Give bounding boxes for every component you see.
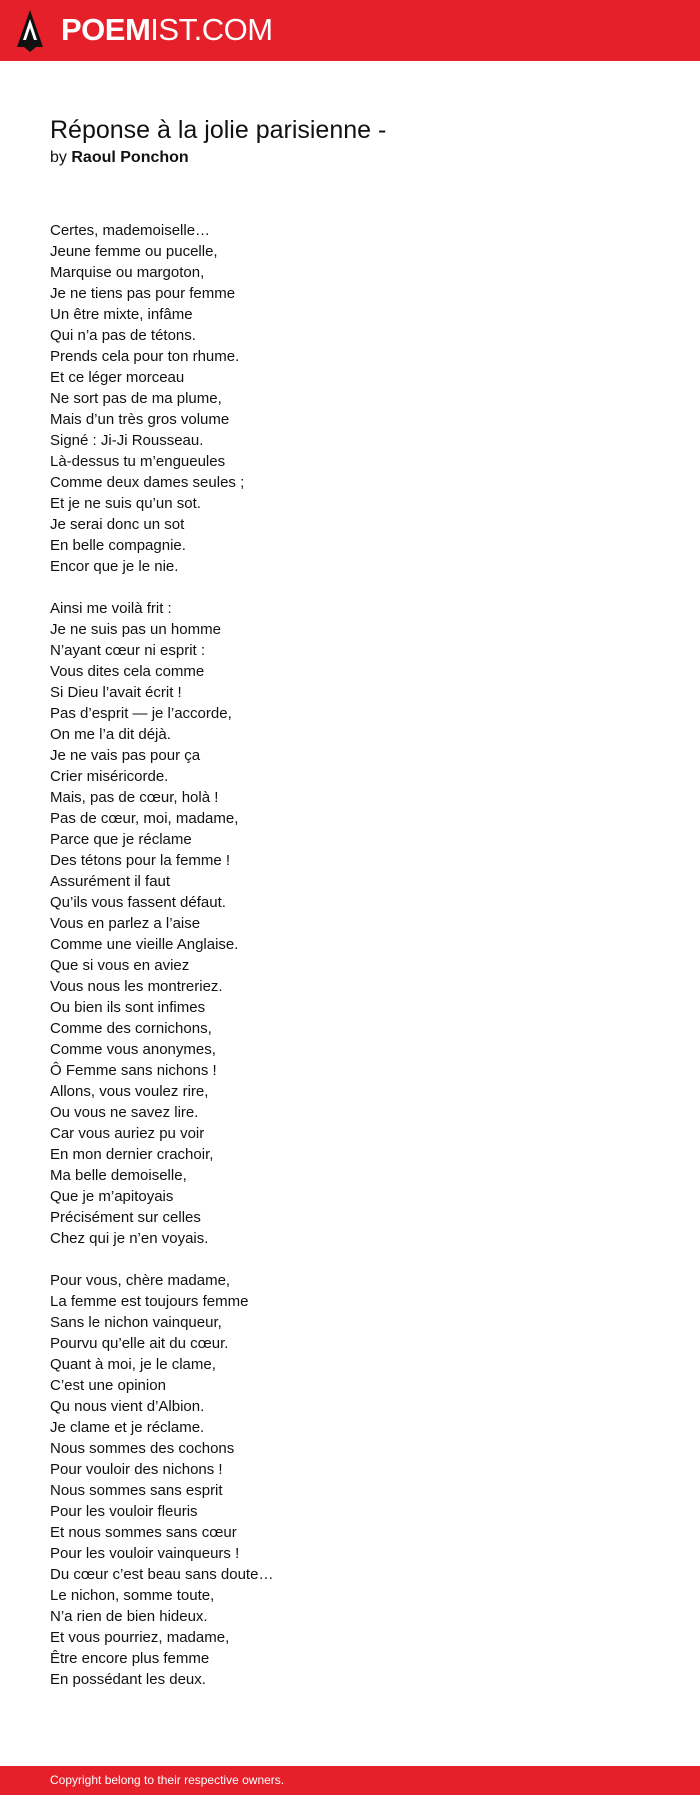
poem-line: Je serai donc un sot: [50, 516, 185, 533]
poem-line: La femme est toujours femme: [50, 1293, 249, 1310]
poem-line: Ô Femme sans nichons !: [50, 1062, 217, 1079]
poem-line: Mais, pas de cœur, holà !: [50, 789, 219, 806]
poem-title: Réponse à la jolie parisienne -: [50, 116, 387, 144]
poem-line: Ne sort pas de ma plume,: [50, 390, 222, 407]
poem-author: Raoul Ponchon: [71, 149, 189, 166]
poem-line: Et ce léger morceau: [50, 369, 185, 386]
poem-line: Nous sommes sans esprit: [50, 1482, 223, 1499]
poem-line: En mon dernier crachoir,: [50, 1146, 214, 1163]
poem-line: Prends cela pour ton rhume.: [50, 348, 240, 365]
site-footer: [0, 1766, 700, 1795]
pencil-logo-icon[interactable]: [17, 10, 43, 52]
by-label: by: [50, 149, 67, 166]
poem-line: Si Dieu l’avait écrit !: [50, 684, 182, 701]
poem-line: Vous en parlez a l’aise: [50, 915, 201, 932]
poem-line: Marquise ou margoton,: [50, 264, 205, 281]
poem-line: Car vous auriez pu voir: [50, 1125, 205, 1142]
poem-line: Mais d’un très gros volume: [50, 411, 230, 428]
poem-line: Certes, mademoiselle…: [50, 222, 211, 239]
poem-line: Vous nous les montreriez.: [50, 978, 223, 995]
poem-line: Pour les vouloir vainqueurs !: [50, 1545, 240, 1562]
poem-line: En possédant les deux.: [50, 1671, 206, 1688]
poem-line: Ou bien ils sont infimes: [50, 999, 206, 1016]
poem-body: [50, 220, 650, 1690]
site-header: [0, 0, 700, 61]
poem-content: [50, 113, 650, 1711]
poem-line: Je clame et je réclame.: [50, 1419, 205, 1436]
poem-line: Sans le nichon vainqueur,: [50, 1314, 222, 1331]
poem-line: Et vous pourriez, madame,: [50, 1629, 230, 1646]
poem-line: N’ayant cœur ni esprit :: [50, 642, 206, 659]
poem-line: Que si vous en aviez: [50, 957, 190, 974]
poem-line: Ou vous ne savez lire.: [50, 1104, 199, 1121]
poem-line: Nous sommes des cochons: [50, 1440, 235, 1457]
poem-line: Et je ne suis qu’un sot.: [50, 495, 201, 512]
poem-line: Le nichon, somme toute,: [50, 1587, 215, 1604]
poem-stanza: [50, 220, 650, 577]
poem-line: Pour les vouloir fleuris: [50, 1503, 198, 1520]
poem-stanza: [50, 598, 650, 1249]
poem-line: Parce que je réclame: [50, 831, 192, 848]
poem-line: Jeune femme ou pucelle,: [50, 243, 218, 260]
poem-line: Être encore plus femme: [50, 1650, 210, 1667]
poem-line: On me l’a dit déjà.: [50, 726, 171, 743]
poem-line: Comme des cornichons,: [50, 1020, 212, 1037]
poem-line: Pour vous, chère madame,: [50, 1272, 231, 1289]
poem-line: Je ne tiens pas pour femme: [50, 285, 236, 302]
poem-line: Crier miséricorde.: [50, 768, 169, 785]
poem-line: Pour vouloir des nichons !: [50, 1461, 223, 1478]
logo-light-text: IST.COM: [150, 12, 273, 47]
poem-stanza: [50, 1270, 650, 1690]
poem-line: Pas d’esprit — je l’accorde,: [50, 705, 232, 722]
poem-line: Que je m’apitoyais: [50, 1188, 174, 1205]
site-logo-text[interactable]: [61, 11, 273, 49]
poem-line: Comme une vieille Anglaise.: [50, 936, 239, 953]
poem-line: Qu nous vient d’Albion.: [50, 1398, 205, 1415]
poem-line: C’est une opinion: [50, 1377, 166, 1394]
poem-line: N’a rien de bien hideux.: [50, 1608, 208, 1625]
poem-line: Chez qui je n’en voyais.: [50, 1230, 209, 1247]
poem-line: Du cœur c’est beau sans doute…: [50, 1566, 274, 1583]
poem-line: Comme vous anonymes,: [50, 1041, 216, 1058]
poem-line: Des tétons pour la femme !: [50, 852, 231, 869]
poem-line: Un être mixte, infâme: [50, 306, 193, 323]
poem-line: En belle compagnie.: [50, 537, 186, 554]
poem-line: Qu’ils vous fassent défaut.: [50, 894, 226, 911]
poem-line: Là-dessus tu m’engueules: [50, 453, 226, 470]
poem-line: Ainsi me voilà frit :: [50, 600, 172, 617]
poem-line: Précisément sur celles: [50, 1209, 201, 1226]
copyright-text: Copyright belong to their respective owners.: [50, 1773, 285, 1787]
poem-line: Et nous sommes sans cœur: [50, 1524, 237, 1541]
poem-line: Vous dites cela comme: [50, 663, 205, 680]
poem-line: Pas de cœur, moi, madame,: [50, 810, 239, 827]
poem-byline: [50, 147, 650, 169]
poem-line: Je ne vais pas pour ça: [50, 747, 201, 764]
poem-line: Pourvu qu’elle ait du cœur.: [50, 1335, 229, 1352]
poem-line: Encor que je le nie.: [50, 558, 179, 575]
poem-line: Allons, vous voulez rire,: [50, 1083, 209, 1100]
poem-line: Ma belle demoiselle,: [50, 1167, 187, 1184]
poem-line: Comme deux dames seules ;: [50, 474, 245, 491]
poem-line: Signé : Ji-Ji Rousseau.: [50, 432, 204, 449]
poem-line: Assurément il faut: [50, 873, 171, 890]
logo-bold-text: POEM: [61, 12, 151, 47]
poem-line: Je ne suis pas un homme: [50, 621, 221, 638]
poem-line: Qui n’a pas de tétons.: [50, 327, 196, 344]
poem-line: Quant à moi, je le clame,: [50, 1356, 216, 1373]
